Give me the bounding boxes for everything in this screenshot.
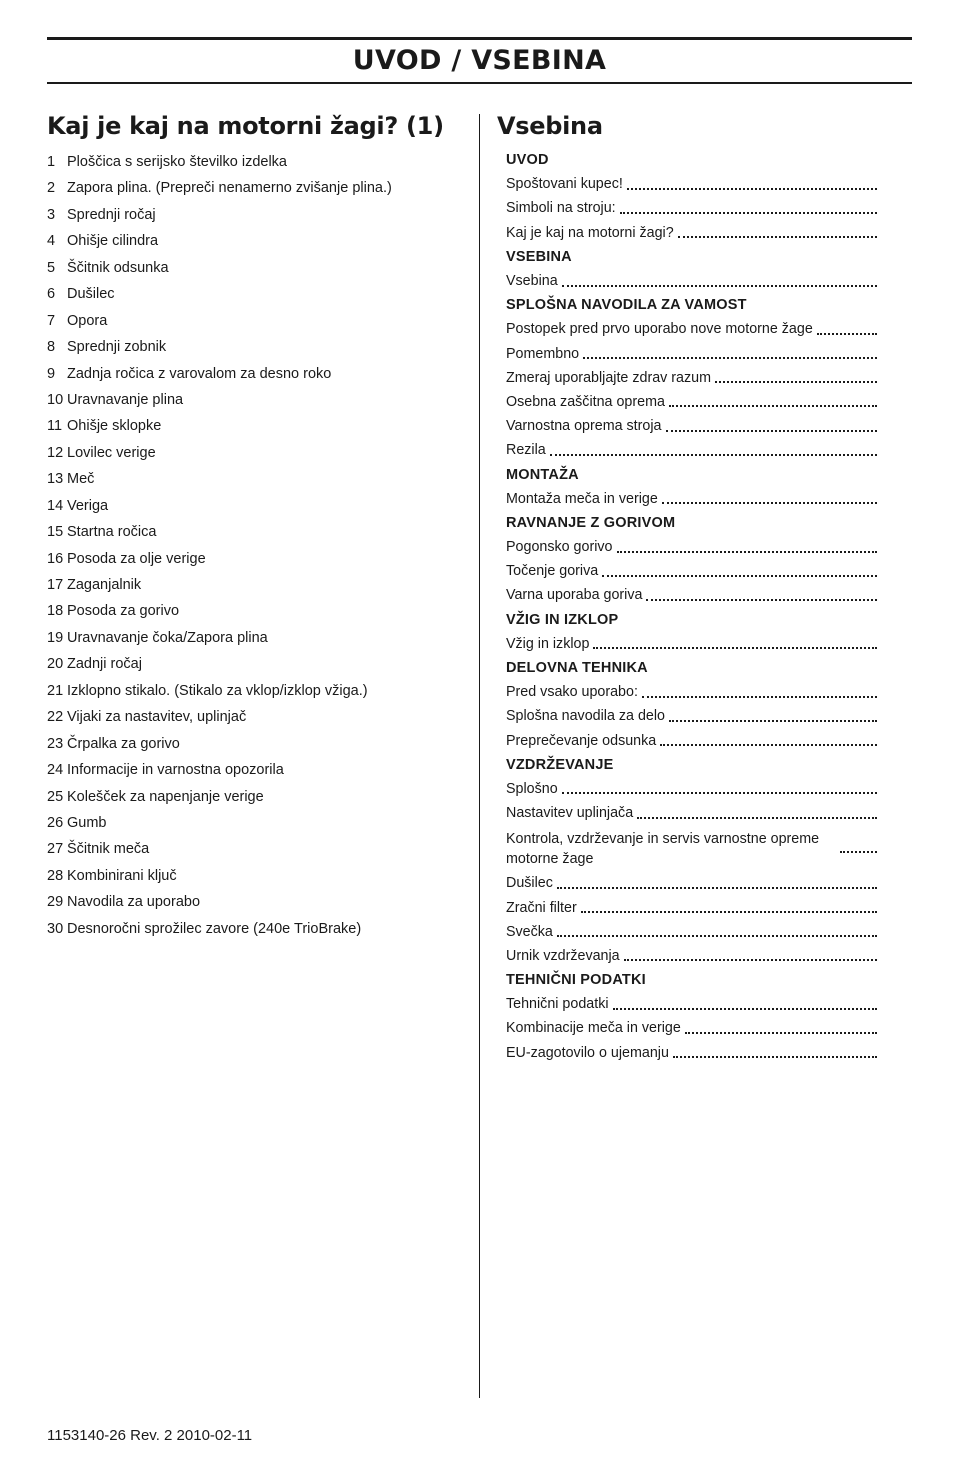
toc-entry[interactable] xyxy=(506,1041,877,1065)
toc-entry[interactable] xyxy=(506,632,877,656)
part-label: Lovilec verige xyxy=(67,444,156,461)
toc-entry-label: Osebna zaščitna oprema xyxy=(506,393,665,410)
part-label: Ščitnik meča xyxy=(67,841,150,858)
toc-heading: Vsebina xyxy=(497,112,603,140)
toc-entry-label: Dušilec xyxy=(506,875,553,892)
toc-entry[interactable] xyxy=(506,342,877,366)
toc-entry-label: Nastavitev uplinjača xyxy=(506,805,634,822)
dot-leader xyxy=(557,934,877,937)
part-label: Uravnavanje plina xyxy=(67,391,184,408)
part-number: 1 xyxy=(47,154,56,170)
dot-leader xyxy=(642,695,877,698)
part-item xyxy=(47,466,467,492)
toc-entry-label: Kontrola, vzdrževanje in servis varnostne opreme motorne žage xyxy=(506,831,820,868)
dot-leader xyxy=(557,886,877,889)
dot-leader xyxy=(673,1055,877,1058)
part-label: Črpalka za gorivo xyxy=(67,735,180,752)
toc-entry-label: EU-zagotovilo o ujemanju xyxy=(506,1044,669,1061)
part-item xyxy=(47,149,467,175)
part-item xyxy=(47,757,467,783)
toc-section-title: UVOD xyxy=(506,152,549,169)
part-item xyxy=(47,281,467,307)
part-label: Zadnja ročica z varovalom za desno roko xyxy=(67,365,332,382)
toc-entry[interactable] xyxy=(506,825,877,871)
part-item xyxy=(47,889,467,915)
toc-entry[interactable] xyxy=(506,559,877,583)
toc-section-title: DELOVNA TEHNIKA xyxy=(506,660,648,677)
part-item xyxy=(47,598,467,624)
part-label: Posoda za gorivo xyxy=(67,603,180,620)
dot-leader xyxy=(646,598,877,601)
part-number: 2 xyxy=(47,180,56,197)
part-number: 29 xyxy=(47,894,64,911)
part-label: Uravnavanje čoka/Zapora plina xyxy=(67,629,268,646)
part-label: Sprednji ročaj xyxy=(67,206,156,223)
toc-entry-label: Varnostna oprema stroja xyxy=(506,418,662,435)
part-item xyxy=(47,175,467,201)
toc-entry-label: Pogonsko gorivo xyxy=(506,539,613,556)
toc-entry[interactable] xyxy=(506,801,877,825)
toc-entry[interactable] xyxy=(506,317,877,341)
dot-leader xyxy=(627,187,877,190)
part-item xyxy=(47,651,467,677)
toc-entry[interactable] xyxy=(506,704,877,728)
dot-leader xyxy=(817,332,877,335)
dot-leader xyxy=(666,429,878,432)
part-item xyxy=(47,361,467,387)
part-number: 26 xyxy=(47,814,64,831)
part-label: Zadnji ročaj xyxy=(67,656,142,673)
toc-entry-label: Urnik vzdrževanja xyxy=(506,947,620,964)
part-number: 24 xyxy=(47,762,64,779)
part-label: Posoda za olje verige xyxy=(67,550,206,567)
toc-entry[interactable] xyxy=(506,895,877,919)
toc-entry-label: Pomembno xyxy=(506,345,580,362)
dot-leader xyxy=(678,235,877,238)
toc-entry[interactable] xyxy=(506,172,877,196)
part-number: 25 xyxy=(47,788,64,805)
part-item xyxy=(47,546,467,572)
part-item xyxy=(47,308,467,334)
part-item xyxy=(47,387,467,413)
toc-entry-label: Varna uporaba goriva xyxy=(506,587,643,604)
part-label: Sprednji zobnik xyxy=(67,339,167,356)
part-item xyxy=(47,255,467,281)
part-item xyxy=(47,625,467,651)
dot-leader xyxy=(624,958,877,961)
toc-entry-label: Kaj je kaj na motorni žagi? xyxy=(506,224,674,241)
part-label: Ščitnik odsunka xyxy=(67,259,169,276)
part-number: 5 xyxy=(47,259,56,276)
part-item xyxy=(47,784,467,810)
part-number: 8 xyxy=(47,339,56,356)
part-label: Informacije in varnostna opozorila xyxy=(67,762,284,779)
toc-entry[interactable] xyxy=(506,438,877,462)
dot-leader xyxy=(620,211,877,214)
toc-entry-label: Vsebina xyxy=(506,273,558,290)
dot-leader xyxy=(593,646,877,649)
dot-leader xyxy=(562,791,877,794)
part-label: Kolešček za napenjanje verige xyxy=(67,788,264,805)
part-number: 17 xyxy=(47,577,64,593)
column-divider xyxy=(479,114,480,1398)
toc-column xyxy=(497,108,877,1065)
part-label: Vijaki za nastavitev, uplinjač xyxy=(67,709,247,726)
part-label: Dušilec xyxy=(67,286,115,303)
part-number: 28 xyxy=(47,867,64,884)
toc-entry[interactable] xyxy=(506,487,877,511)
page-title: UVOD / VSEBINA xyxy=(352,45,607,76)
toc-entry-label: Svečka xyxy=(506,923,553,940)
part-number: 10 xyxy=(47,391,64,408)
part-item xyxy=(47,916,467,942)
dot-leader xyxy=(583,356,877,359)
toc-entry-label: Montaža meča in verige xyxy=(506,490,658,507)
toc-entry[interactable] xyxy=(506,535,877,559)
part-number: 20 xyxy=(47,656,64,673)
part-number: 11 xyxy=(47,418,63,435)
toc-entry[interactable] xyxy=(506,196,877,220)
part-label: Desnoročni sprožilec zavore (240e TrioBrake) xyxy=(67,920,362,937)
toc-entry[interactable] xyxy=(506,944,877,968)
part-label: Startna ročica xyxy=(67,524,157,541)
part-number: 23 xyxy=(47,735,64,752)
dot-leader xyxy=(660,743,877,746)
part-item xyxy=(47,202,467,228)
part-item xyxy=(47,704,467,730)
part-label: Ohišje cilindra xyxy=(67,233,159,250)
part-item xyxy=(47,572,467,598)
part-number: 21 xyxy=(47,682,64,699)
dot-leader xyxy=(840,850,877,853)
part-number: 18 xyxy=(47,603,64,620)
part-label: Meč xyxy=(67,471,95,488)
part-number: 14 xyxy=(47,497,64,514)
part-item xyxy=(47,731,467,757)
dot-leader xyxy=(613,1007,877,1010)
toc-entry[interactable] xyxy=(506,269,877,293)
part-label: Kombinirani ključ xyxy=(67,867,177,884)
part-item xyxy=(47,493,467,519)
part-item xyxy=(47,228,467,254)
toc-entry[interactable] xyxy=(506,1016,877,1040)
part-label: Veriga xyxy=(67,497,109,514)
part-label: Zaganjalnik xyxy=(67,577,142,593)
toc-entry-label: Simboli na stroju: xyxy=(506,200,616,217)
toc-entry[interactable] xyxy=(506,680,877,704)
toc-section-title: VŽIG IN IZKLOP xyxy=(506,611,619,628)
part-number: 15 xyxy=(47,524,64,541)
toc-section-title: VSEBINA xyxy=(506,248,572,265)
part-label: Ploščica s serijsko številko izdelka xyxy=(67,154,287,170)
toc-entry-label: Spoštovani kupec! xyxy=(506,176,623,193)
part-number: 16 xyxy=(47,550,64,567)
part-number: 7 xyxy=(47,312,56,329)
toc-entry-label: Splošna navodila za delo xyxy=(506,708,665,725)
toc-entry[interactable] xyxy=(506,390,877,414)
toc-entry[interactable] xyxy=(506,992,877,1016)
header-bottom-rule xyxy=(47,82,912,84)
toc-entry[interactable] xyxy=(506,871,877,895)
toc-entry[interactable] xyxy=(506,414,877,438)
dot-leader xyxy=(662,501,877,504)
dot-leader xyxy=(669,404,877,407)
toc-section-title: VZDRŽEVANJE xyxy=(506,756,614,773)
part-number: 3 xyxy=(47,206,56,223)
part-number: 12 xyxy=(47,444,64,461)
dot-leader xyxy=(617,550,877,553)
part-number: 30 xyxy=(47,920,64,937)
part-item xyxy=(47,519,467,545)
part-number: 9 xyxy=(47,365,56,382)
dot-leader xyxy=(685,1031,877,1034)
part-label: Opora xyxy=(67,312,108,329)
dot-leader xyxy=(581,910,877,913)
parts-heading: Kaj je kaj na motorni žagi? (1) xyxy=(47,112,444,140)
part-item xyxy=(47,440,467,466)
toc-section-title: SPLOŠNA NAVODILA ZA VAMOST xyxy=(506,297,747,314)
dot-leader xyxy=(562,284,877,287)
table-of-contents xyxy=(497,148,877,1065)
part-number: 27 xyxy=(47,841,64,858)
toc-entry-label: Kombinacije meča in verige xyxy=(506,1020,681,1037)
dot-leader xyxy=(602,574,877,577)
part-item xyxy=(47,413,467,439)
part-label: Zapora plina. (Prepreči nenamerno zvišanje plina.) xyxy=(67,180,392,197)
part-item xyxy=(47,810,467,836)
part-number: 19 xyxy=(47,629,64,646)
toc-entry[interactable] xyxy=(506,920,877,944)
toc-entry[interactable] xyxy=(506,729,877,753)
part-label: Gumb xyxy=(67,814,107,831)
toc-entry-label: Preprečevanje odsunka xyxy=(506,732,657,749)
toc-entry-label: Točenje goriva xyxy=(506,563,599,580)
dot-leader xyxy=(637,816,877,819)
toc-entry-label: Rezila xyxy=(506,442,546,459)
toc-entry-label: Splošno xyxy=(506,780,558,797)
part-item xyxy=(47,678,467,704)
toc-section-title: MONTAŽA xyxy=(506,466,579,483)
toc-entry-label: Vžig in izklop xyxy=(506,635,590,652)
toc-entry[interactable] xyxy=(506,366,877,390)
toc-section-title: TEHNIČNI PODATKI xyxy=(506,972,646,989)
part-number: 6 xyxy=(47,286,56,303)
part-item xyxy=(47,863,467,889)
dot-leader xyxy=(715,380,877,383)
dot-leader xyxy=(669,719,877,722)
part-label: Navodila za uporabo xyxy=(67,894,201,911)
toc-entry[interactable] xyxy=(506,583,877,607)
toc-entry-label: Tehnični podatki xyxy=(506,996,609,1013)
parts-column xyxy=(47,108,467,942)
toc-entry[interactable] xyxy=(506,221,877,245)
part-label: Ohišje sklopke xyxy=(67,418,162,435)
toc-entry-label: Zmeraj uporabljajte zdrav razum xyxy=(506,369,712,386)
part-number: 4 xyxy=(47,233,56,250)
part-number: 13 xyxy=(47,471,64,488)
dot-leader xyxy=(550,453,877,456)
document-footer: 1153140-26 Rev. 2 2010-02-11 xyxy=(47,1427,253,1444)
part-label: Izklopno stikalo. (Stikalo za vklop/izklop vžiga.) xyxy=(67,682,368,699)
toc-entry-label: Zračni filter xyxy=(506,899,577,916)
toc-entry-label: Pred vsako uporabo: xyxy=(506,684,638,701)
part-item xyxy=(47,334,467,360)
toc-section-title: RAVNANJE Z GORIVOM xyxy=(506,514,676,531)
toc-entry-label: Postopek pred prvo uporabo nove motorne žage xyxy=(506,321,813,338)
part-number: 22 xyxy=(47,709,64,726)
part-item xyxy=(47,836,467,862)
toc-entry[interactable] xyxy=(506,777,877,801)
parts-list xyxy=(47,149,467,942)
